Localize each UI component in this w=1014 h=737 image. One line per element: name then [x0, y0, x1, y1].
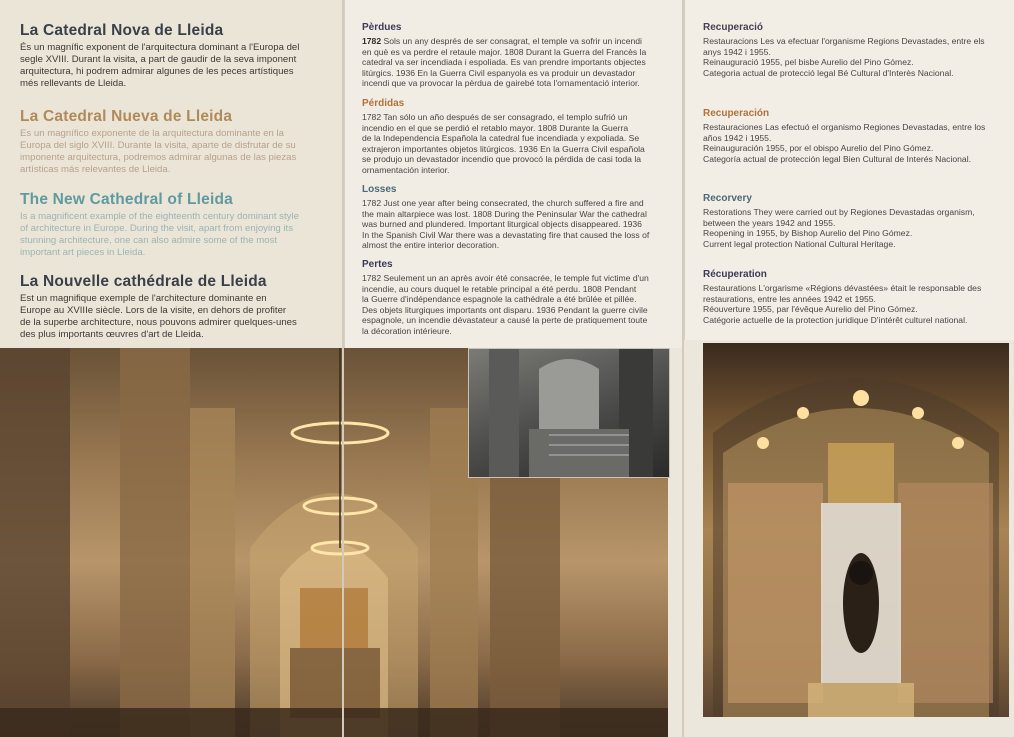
text-line: almost the entire interior decoration.	[362, 240, 500, 251]
text-line: se produjo un devastador incendio que provocó la pérdida de casi toda la	[362, 154, 642, 165]
historic-interior-illustration	[469, 349, 669, 477]
text-line: of architecture in Europe. During the visit, apart from enjoying its	[20, 223, 294, 234]
english-intro-title: The New Cathedral of Lleida	[20, 191, 233, 208]
text-line: incendie, au cours duquel le retable principal a été perdu. 1808 Pendant	[362, 283, 637, 294]
text-line: 1782 Tan sólo un año después de ser consagrado, el templo sufrió un	[362, 112, 628, 122]
spanish-losses	[362, 98, 674, 176]
text-line: ornamentación interior.	[362, 164, 450, 175]
french-losses	[362, 259, 674, 337]
french-intro	[20, 273, 332, 341]
catalan-recovery-text	[703, 36, 1007, 78]
altar-chapel-illustration	[703, 343, 1009, 717]
fold-line	[342, 0, 344, 737]
spanish-recovery-text	[703, 122, 1007, 164]
text-line: Categoria actual de protecció legal Bé Cultural d'Interès Nacional.	[703, 67, 954, 78]
text-line: incendio en el que se perdió el retablo mayor. 1808 Durante la Guerra	[362, 122, 629, 133]
text-line: anys 1942 i 1955.	[703, 46, 771, 57]
text-line: arquitectura, hi podrem admirar algunes de les peces artístiques	[20, 66, 294, 77]
text-line: Réouverture 1955, par l'évêque Aurelio del Pino Gómez.	[703, 304, 918, 315]
french-recovery-title: Récuperation	[703, 269, 767, 280]
text-line: imponente arquitectura, podremos admirar algunas de las piezas	[20, 152, 297, 163]
spanish-recovery	[703, 108, 1007, 164]
french-losses-text	[362, 273, 674, 337]
text-line: between the years 1942 and 1955.	[703, 217, 836, 228]
text-line: Categoría actual de protección legal Bien Cultural de Interés Nacional.	[703, 153, 971, 164]
text-line: la décoration intérieure.	[362, 325, 452, 336]
spanish-losses-title: Pérdidas	[362, 98, 405, 109]
english-losses-text	[362, 198, 674, 251]
french-intro-text	[20, 293, 332, 341]
text-line: Europa del siglo XVIII. Durante la visita, aparte de disfrutar de su	[20, 140, 296, 151]
text-line: años 1942 i 1955.	[703, 132, 772, 143]
text-line: extrajeron importantes objetos litúrgicos. 1936 En la Guerra Civil española	[362, 143, 645, 154]
catalan-losses-title: Pèrdues	[362, 22, 402, 33]
french-intro-title: La Nouvelle cathédrale de Lleida	[20, 273, 267, 290]
text-line: espagnole, un incendie dévastateur a causé la perte de pratiquement toute	[362, 315, 648, 326]
text-line: de la superbe architecture, nous pouvons admirer quelques-unes	[20, 317, 297, 328]
text-line: Restorations They were carried out by Regiones Devastadas organism,	[703, 207, 975, 217]
catalan-recovery	[703, 22, 1007, 78]
recovery-panel	[684, 0, 1014, 340]
english-recovery-title: Recorvery	[703, 193, 752, 204]
english-recovery	[703, 193, 1007, 249]
catalan-losses	[362, 22, 674, 89]
text-line: the main altarpiece was lost. 1808 During the Peninsular War the cathedral	[362, 208, 647, 219]
altar-chapel-photo	[703, 343, 1009, 717]
text-line: Es un magnífico exponente de la arquitectura dominante en la	[20, 128, 285, 139]
english-losses	[362, 184, 674, 251]
text-line: Current legal protection National Cultural Heritage.	[703, 238, 896, 249]
text-line: artísticas más relevantes de Lleida.	[20, 164, 171, 175]
text-line: incendi que va provocar la pèrdua de gairebé tota l'ornamentació interior.	[362, 78, 640, 89]
text-line: Reinauguración 1955, por el obispo Aurelio del Pino Gómez.	[703, 143, 934, 154]
text-line: restaurations, entre les années 1942 et 1955.	[703, 293, 876, 304]
intro-panel	[0, 0, 342, 348]
french-recovery	[703, 269, 1007, 325]
text-line: des plus importants œuvres d'art de Lleida.	[20, 329, 204, 340]
text-line: 1782 Seulement un an après avoir été consacrée, le temple fut victime d'un	[362, 273, 649, 283]
catalan-intro	[20, 22, 332, 90]
text-line: Reinauguració 1955, pel bisbe Aurelio del Pino Gómez.	[703, 57, 914, 68]
english-losses-title: Losses	[362, 184, 397, 195]
text-line: important art pieces in Lleida.	[20, 247, 146, 258]
losses-panel	[344, 0, 683, 348]
spanish-losses-text	[362, 112, 674, 176]
spanish-recovery-title: Recuperación	[703, 108, 770, 119]
text-line: Europe au XVIIIe siècle. Lors de la visite, en dehors de profiter	[20, 305, 287, 316]
fold-line	[682, 0, 684, 737]
text-line: Restauraciones Las efectuó el organismo Regiones Devastadas, entre los	[703, 122, 986, 132]
text-line: més rellevants de Lleida.	[20, 78, 127, 89]
text-line: 1782 Just one year after being consecrated, the church suffered a fire and	[362, 198, 644, 208]
text-line: És un magnífic exponent de l'arquitectura dominant a l'Europa del	[20, 42, 300, 53]
spanish-intro-title: La Catedral Nueva de Lleida	[20, 108, 233, 125]
text-line: Restauracions Les va efectuar l'organisme Regions Devastades, entre els	[703, 36, 985, 46]
text-line: catedral va ser incendiada i espoliada. Es van prendre importants objectes	[362, 57, 646, 68]
text-line: stunning architecture, one can also admire some of the most	[20, 235, 278, 246]
catalan-recovery-title: Recuperació	[703, 22, 764, 33]
catalan-losses-text	[362, 36, 674, 89]
historic-interior-photo	[468, 348, 670, 478]
text-line: Restaurations L'orgarisme «Régions dévastées» était le responsable des	[703, 283, 982, 293]
text-line: was burned and plundered. Important liturgical objects disappeared. 1936	[362, 219, 642, 230]
text-line: litúrgics. 1936 En la Guerra Civil espanyola es va produir un devastador	[362, 67, 636, 78]
text-line: Des objets liturgiques importants ont disparu. 1936 Pendant la guerre civile	[362, 304, 648, 315]
english-recovery-text	[703, 207, 1007, 249]
text-line: segle XVIII. Durant la visita, a part de gaudir de la seva imponent	[20, 54, 297, 65]
spanish-intro-text	[20, 128, 332, 176]
text-line: la Guerre d'indépendance espagnole la cathédrale a été brûlée et pillée.	[362, 294, 637, 305]
text-line: Catégorie actuelle de la protection juridique D'intérêt culturel national.	[703, 314, 968, 325]
spanish-intro	[20, 108, 332, 176]
french-losses-title: Pertes	[362, 259, 393, 270]
text-line: Est un magnifique exemple de l'architecture dominante en	[20, 293, 267, 304]
catalan-intro-title: La Catedral Nova de Lleida	[20, 22, 224, 39]
text-line: Reopening in 1955, by Bishop Aurelio del Pino Gómez.	[703, 228, 913, 239]
text-line: In the Spanish Civil War there was a devastating fire that caused the loss of	[362, 229, 650, 240]
text-line: Is a magnificent example of the eighteenth century dominant style	[20, 211, 299, 222]
catalan-intro-text	[20, 42, 332, 90]
english-intro	[20, 191, 332, 259]
english-intro-text	[20, 211, 332, 259]
text-line: de la Independencia Española la catedral fue incendiada y expoliada. Se	[362, 133, 640, 144]
text-line: en què es va perdre el retaule major. 1808 Durant la Guerra del Francès la	[362, 46, 647, 57]
text-line: 1782 Sols un any després de ser consagrat, el temple va sofrir un incendi	[362, 36, 642, 46]
french-recovery-text	[703, 283, 1007, 325]
